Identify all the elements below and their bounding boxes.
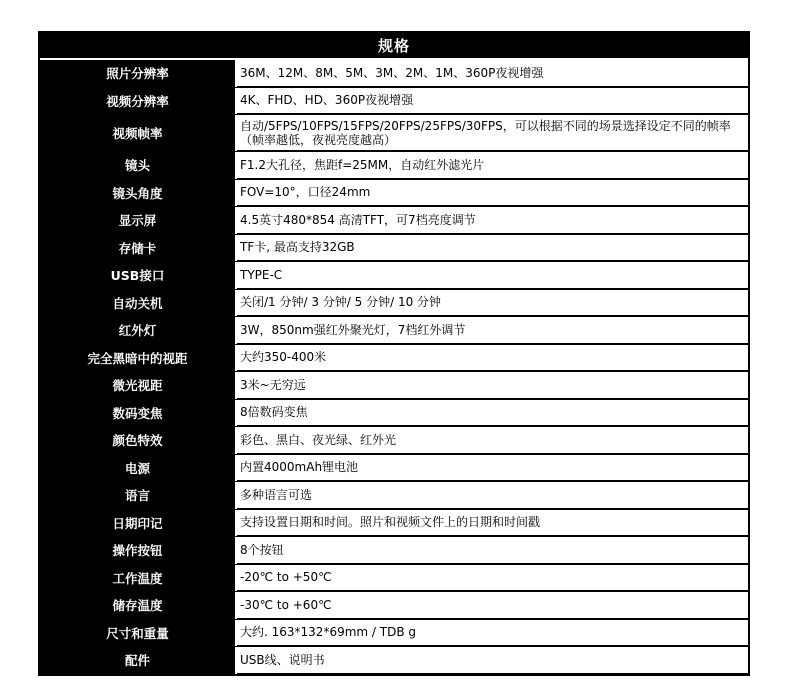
spec-value: 彩色、黑白、夜光绿、红外光 (237, 427, 748, 454)
spec-value: F1.2大孔径，焦距f=25MM，自动红外滤光片 (237, 152, 748, 179)
spec-label: 完全黑暗中的视距 (40, 345, 237, 372)
spec-label: 红外灯 (40, 317, 237, 344)
spec-label: 照片分辨率 (40, 60, 237, 87)
spec-label: 镜头角度 (40, 180, 237, 207)
spec-label: 微光视距 (40, 372, 237, 399)
spec-table (38, 31, 750, 676)
spec-label: 配件 (40, 647, 237, 674)
spec-value: USB线、说明书 (237, 647, 748, 674)
spec-value: FOV=10°，口径24mm (237, 180, 748, 207)
spec-value: 3W，850nm强红外聚光灯，7档红外调节 (237, 317, 748, 344)
table-row (40, 372, 748, 400)
spec-label: 工作温度 (40, 565, 237, 592)
spec-value: -30℃ to +60℃ (237, 592, 748, 619)
table-row (40, 115, 748, 152)
spec-value: 3米~无穷远 (237, 372, 748, 399)
table-row (40, 290, 748, 318)
table-row (40, 510, 748, 538)
spec-label: 语言 (40, 482, 237, 509)
spec-value: TF卡, 最高支持32GB (237, 235, 748, 262)
spec-value: 内置4000mAh锂电池 (237, 455, 748, 482)
table-row (40, 592, 748, 620)
spec-label: 尺寸和重量 (40, 620, 237, 647)
spec-value: 8个按钮 (237, 537, 748, 564)
table-row (40, 620, 748, 648)
table-row (40, 180, 748, 208)
table-row (40, 537, 748, 565)
spec-label: 显示屏 (40, 207, 237, 234)
spec-value: 4K、FHD、HD、360P夜视增强 (237, 88, 748, 115)
table-row (40, 647, 748, 674)
spec-value: 多种语言可选 (237, 482, 748, 509)
table-row (40, 88, 748, 116)
spec-value: 大约. 163*132*69mm / TDB g (237, 620, 748, 647)
spec-value: 8倍数码变焦 (237, 400, 748, 427)
spec-value: 自动/5FPS/10FPS/15FPS/20FPS/25FPS/30FPS，可以根据不同的场景选择设定不同的帧率 （帧率越低，夜视亮度越高） (237, 115, 748, 151)
spec-label: 视频分辨率 (40, 88, 237, 115)
spec-label: 日期印记 (40, 510, 237, 537)
spec-value: 支持设置日期和时间。照片和视频文件上的日期和时间戳 (237, 510, 748, 537)
spec-value: 4.5英寸480*854 高清TFT，可7档亮度调节 (237, 207, 748, 234)
spec-label: 镜头 (40, 152, 237, 179)
spec-label: 电源 (40, 455, 237, 482)
spec-value: 关闭/1 分钟/ 3 分钟/ 5 分钟/ 10 分钟 (237, 290, 748, 317)
spec-label: 储存温度 (40, 592, 237, 619)
table-title: 规格 (40, 33, 748, 60)
spec-label: USB接口 (40, 262, 237, 289)
table-row (40, 207, 748, 235)
spec-label: 数码变焦 (40, 400, 237, 427)
spec-label: 颜色特效 (40, 427, 237, 454)
table-row (40, 262, 748, 290)
table-row (40, 455, 748, 483)
table-row (40, 482, 748, 510)
spec-label: 存储卡 (40, 235, 237, 262)
spec-label: 操作按钮 (40, 537, 237, 564)
table-row (40, 152, 748, 180)
table-row (40, 235, 748, 263)
table-row (40, 427, 748, 455)
spec-value: -20℃ to +50℃ (237, 565, 748, 592)
table-row (40, 565, 748, 593)
spec-value: TYPE-C (237, 262, 748, 289)
table-row (40, 345, 748, 373)
spec-label: 自动关机 (40, 290, 237, 317)
table-row (40, 400, 748, 428)
spec-rows (40, 60, 748, 674)
table-row (40, 60, 748, 88)
spec-value: 大约350-400米 (237, 345, 748, 372)
spec-value: 36M、12M、8M、5M、3M、2M、1M、360P夜视增强 (237, 60, 748, 87)
table-row (40, 317, 748, 345)
spec-label: 视频帧率 (40, 115, 237, 151)
